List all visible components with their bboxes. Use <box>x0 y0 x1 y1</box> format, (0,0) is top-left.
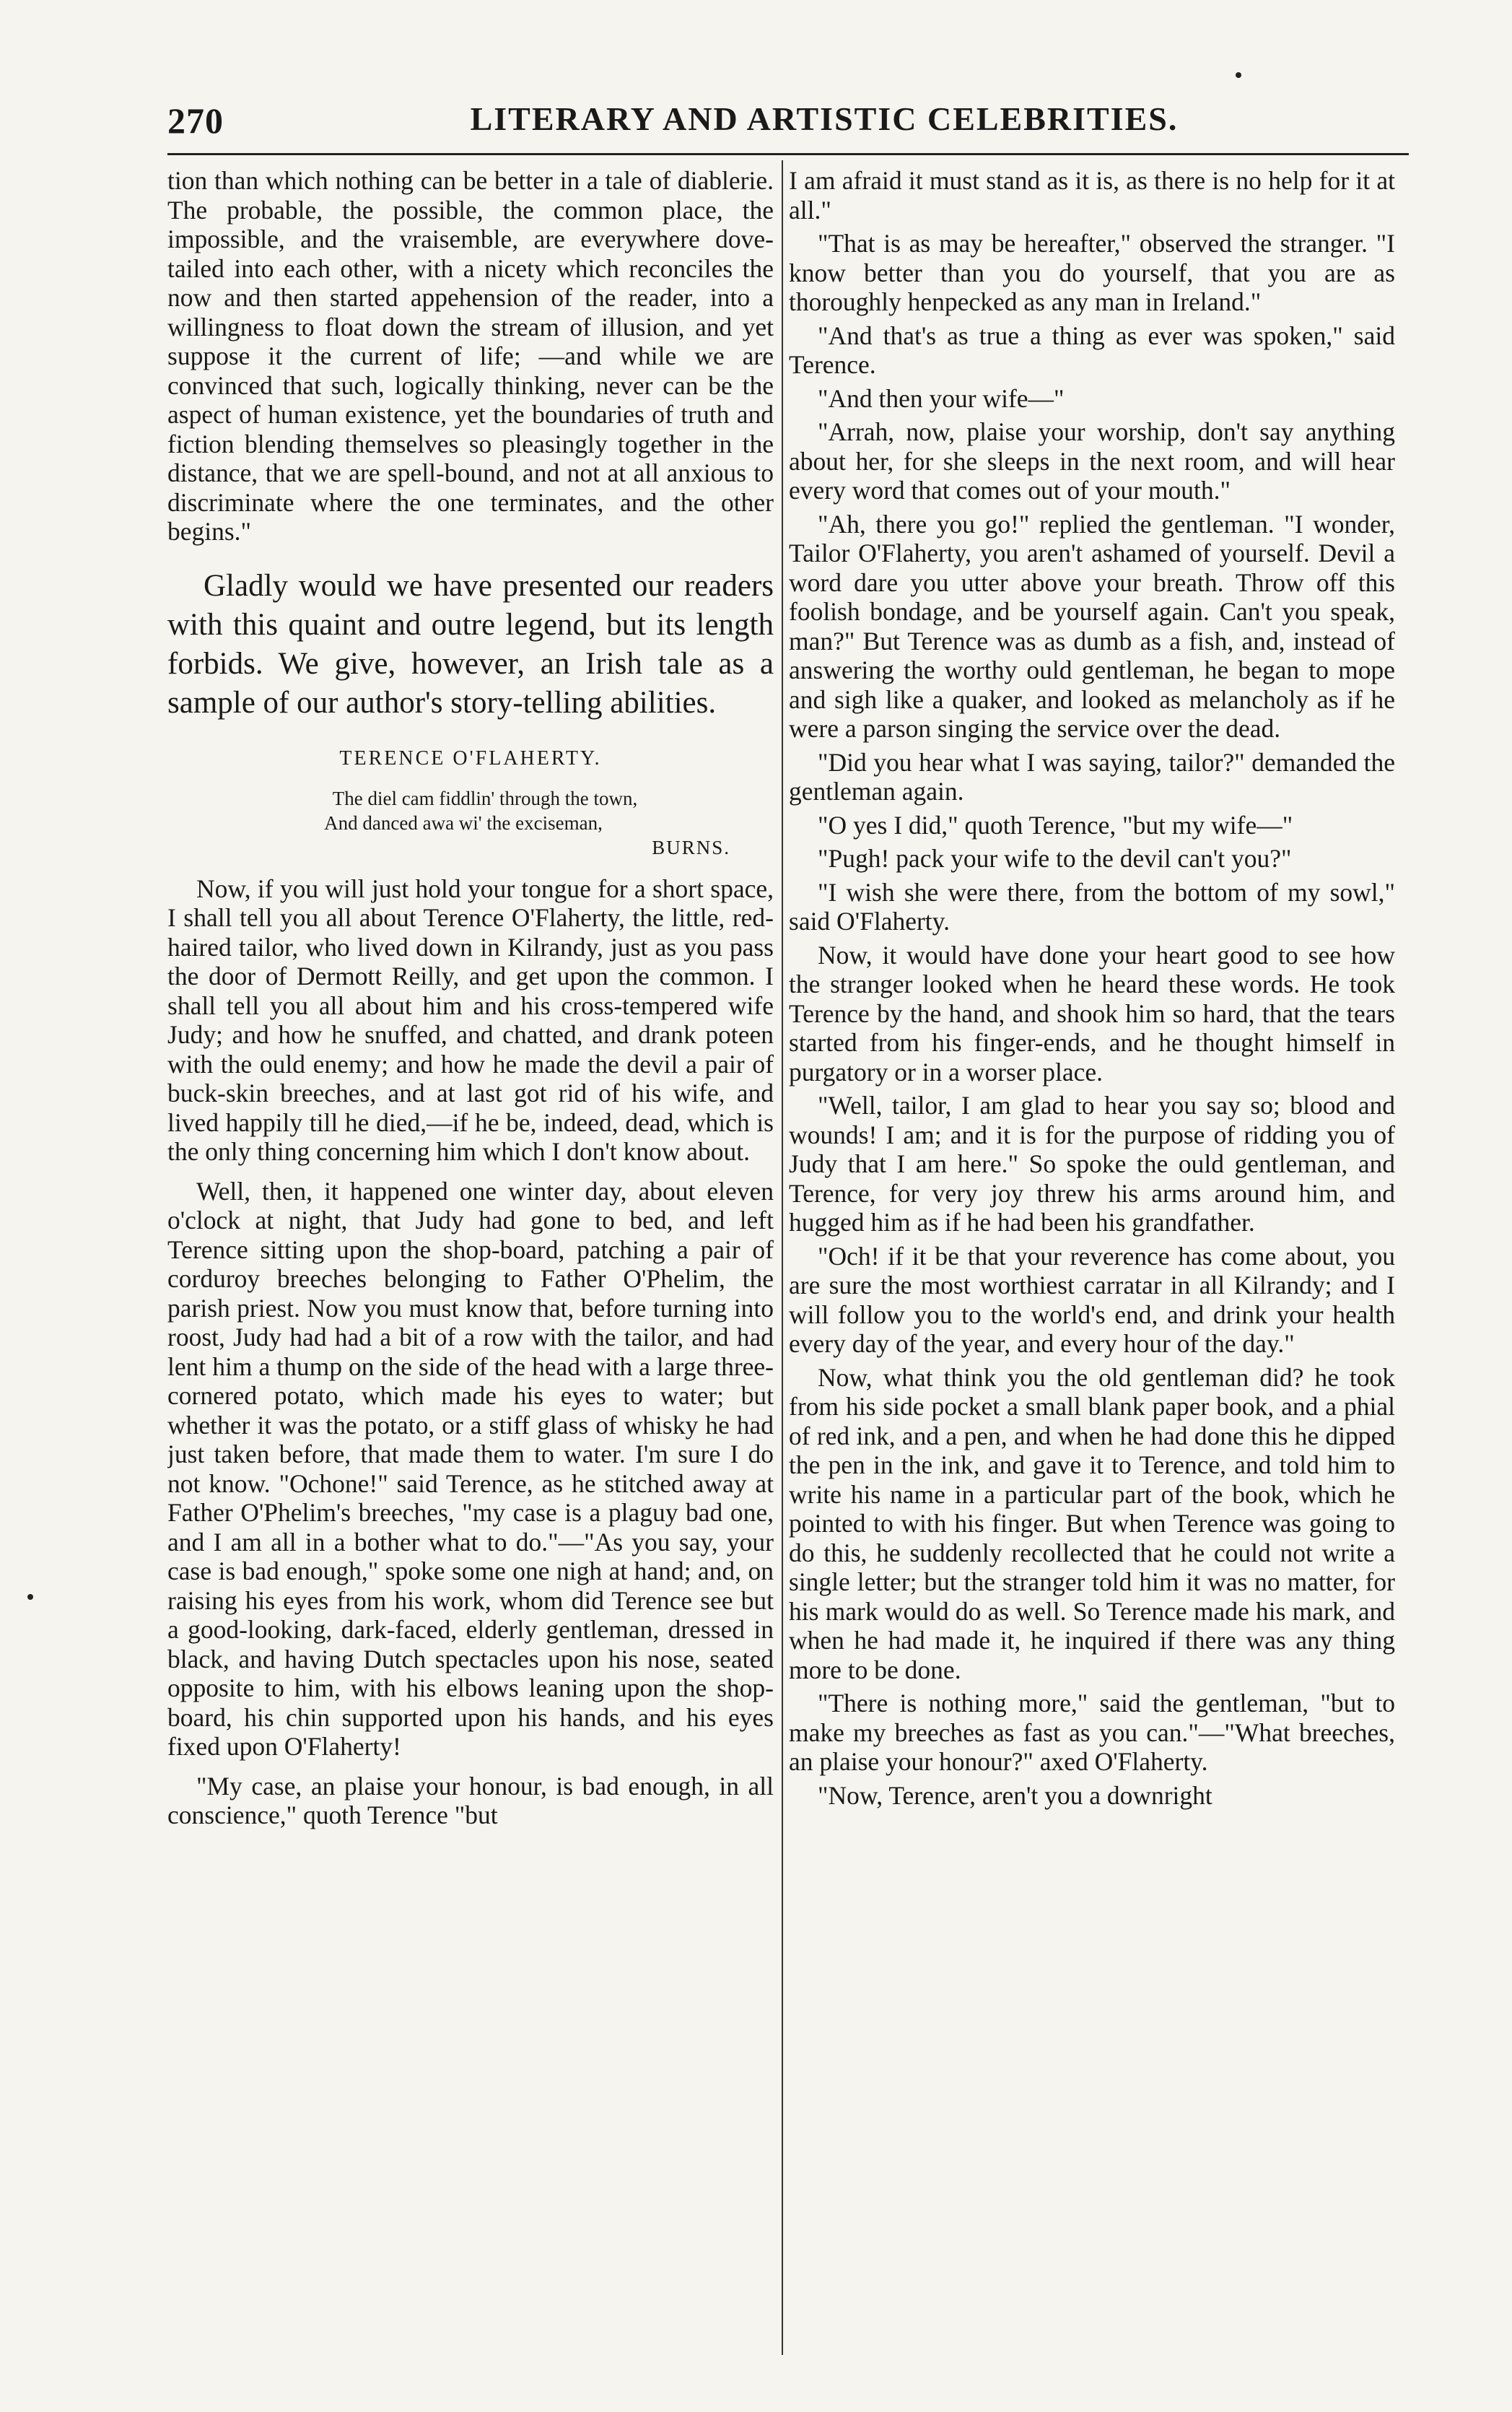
story-paragraph: "Arrah, now, plaise your worship, don't say anything about her, for she sleeps in the next room, and will hear every word that comes out of your mouth." <box>789 417 1395 505</box>
story-paragraph: "I wish she were there, from the bottom of my sowl," said O'Flaherty. <box>789 877 1395 936</box>
epigraph-author: BURNS. <box>652 836 730 858</box>
running-title: LITERARY AND ARTISTIC CELEBRITIES. <box>470 100 1179 137</box>
epigraph-line: The diel cam fiddlin' through the town, <box>332 787 638 809</box>
story-paragraph: I am afraid it must stand as it is, as there is no help for it at all." <box>789 166 1395 225</box>
story-paragraph: "And that's as true a thing as ever was spoken," said Terence. <box>789 321 1395 379</box>
story-paragraph: "There is nothing more," said the gentleman, "but to make my breeches as fast as you can."—"What breeches, an plaise your honour?" axed O'Flaherty. <box>789 1689 1395 1776</box>
epigraph-line: And danced awa wi' the exciseman, <box>324 811 603 834</box>
header-rule <box>167 153 1409 155</box>
story-title: TERENCE O'FLAHERTY. <box>339 746 602 770</box>
story-paragraph: Well, then, it happened one winter day, about eleven o'clock at night, that Judy had gone to bed, and left Terence sitting upon the shop-board, patching a pair of corduroy breeches belonging to Father O'Phelim, the parish priest. Now you must know that, before turning into roost, Judy had had a bit of a row with the tailor, and had lent him a thump on the side of the head with a large three-cornered potato, which made his eyes to water; but whether it was the potato, or a stiff glass of whisky he had just taken before, that made them to water. I'm sure I do not know. "Ochone!" said Terence, as he stitched away at Father O'Phelim's breeches, "my case is a plaguy bad one, and I am all in a bother what to do."—"As you say, your case is bad enough," spoke some one nigh at hand; and, on raising his eyes from his work, whom did Terence see but a good-looking, dark-faced, elderly gentleman, dressed in black, and having Dutch spectacles upon his nose, seated opposite to him, with his elbows leaning upon the shop-board, his chin supported upon his hands, and his eyes fixed upon O'Flaherty! <box>167 1176 774 1761</box>
story-paragraph: "O yes I did," quoth Terence, "but my wife—" <box>818 810 1293 840</box>
ink-speck <box>1236 72 1241 78</box>
page-header <box>167 100 1409 150</box>
story-paragraph: "Ah, there you go!" replied the gentleman. "I wonder, Tailor O'Flaherty, you aren't ashamed of yourself. Devil a word dare you utter above your breath. Throw off this foolish bondage, and be yourself again. Can't you speak, man?" But Terence was as dumb as a fish, and, instead of answering the worthy ould gentleman, he began to mope and sigh like a quaker, and looked as melancholy as if he were a parson singing the service over the dead. <box>789 509 1395 743</box>
intro-paragraph: Gladly would we have presented our readers with this quaint and outre legend, but its length forbids. We give, however, an Irish tale as a sample of our author's story-telling abilities. <box>167 568 774 720</box>
column-divider <box>782 160 783 2355</box>
story-paragraph: Now, what think you the old gentleman did? he took from his side pocket a small blank paper book, and a phial of red ink, and a pen, and when he had done this he dipped the pen in the ink, and gave it to Terence, and told him to write his name in a particular part of the book, which he pointed to with his finger. But when Terence was going to do this, he suddenly recollected that he could not write a single letter; but the stranger told him it was no matter, for his mark would do as well. So Terence made his mark, and when he had made it, he inquired if there was any thing more to be done. <box>789 1362 1395 1684</box>
ink-speck <box>27 1594 33 1600</box>
right-column <box>789 166 1395 2346</box>
story-paragraph: "My case, an plaise your honour, is bad enough, in all conscience," quoth Terence "but <box>167 1771 774 1829</box>
story-paragraph: Now, if you will just hold your tongue for a short space, I shall tell you all about Terence O'Flaherty, the little, red-haired tailor, who lived down in Kilrandy, just as you pass the door of Dermott Reilly, and get upon the common. I shall tell you all about him and his cross-tempered wife Judy; and how he snuffed, and chatted, and drank poteen with the ould enemy; and how he made the devil a pair of buck-skin breeches, and at last got rid of his wife, and lived happily till he died,—if he be, indeed, dead, which is the only thing concerning him which I don't know about. <box>167 874 774 1166</box>
story-paragraph: "Well, tailor, I am glad to hear you say so; blood and wounds! I am; and it is for the purpose of ridding you of Judy that I am here." So spoke the ould gentleman, and Terence, for very joy threw his arms around him, and hugged him as if he had been his grandfather. <box>789 1091 1395 1237</box>
story-paragraph: "Now, Terence, aren't you a downright <box>818 1780 1212 1810</box>
left-column <box>167 166 774 2346</box>
story-paragraph: "That is as may be hereafter," observed the stranger. "I know better than you do yourself, that you are as thoroughly henpecked as any man in Ireland." <box>789 229 1395 316</box>
story-paragraph: "Och! if it be that your reverence has come about, you are sure the most worthiest carratar in all Kilrandy; and I will follow you to the world's end, and drink your health every day of the year, and every hour of the day." <box>789 1241 1395 1358</box>
story-paragraph: "Did you hear what I was saying, tailor?" demanded the gentleman again. <box>789 747 1395 806</box>
epigraph <box>167 786 774 860</box>
story-paragraph: Now, it would have done your heart good to see how the stranger looked when he heard these words. He took Terence by the hand, and shook him so hard, that the tears started from his finger-ends, and he thought himself in purgatory or in a worser place. <box>789 940 1395 1087</box>
quote-continuation: tion than which nothing can be better in a tale of diablerie. The probable, the possible, the common place, the impossible, and the vraisemble, are everywhere dove-tailed into each other, with a nicety which reconciles the now and then started appehension of the reader, into a willingness to float down the stream of illusion, and yet suppose it the current of life; —and while we are convinced that such, logically thinking, never can be the aspect of human existence, yet the boundaries of truth and fiction blending themselves so pleasingly together in the distance, that we are spell-bound, and not at all anxious to discriminate where the one terminates, and the other begins." <box>167 166 774 546</box>
page-number: 270 <box>167 100 224 141</box>
story-paragraph: "And then your wife—" <box>818 383 1065 413</box>
story-paragraph: "Pugh! pack your wife to the devil can't you?" <box>818 844 1292 873</box>
